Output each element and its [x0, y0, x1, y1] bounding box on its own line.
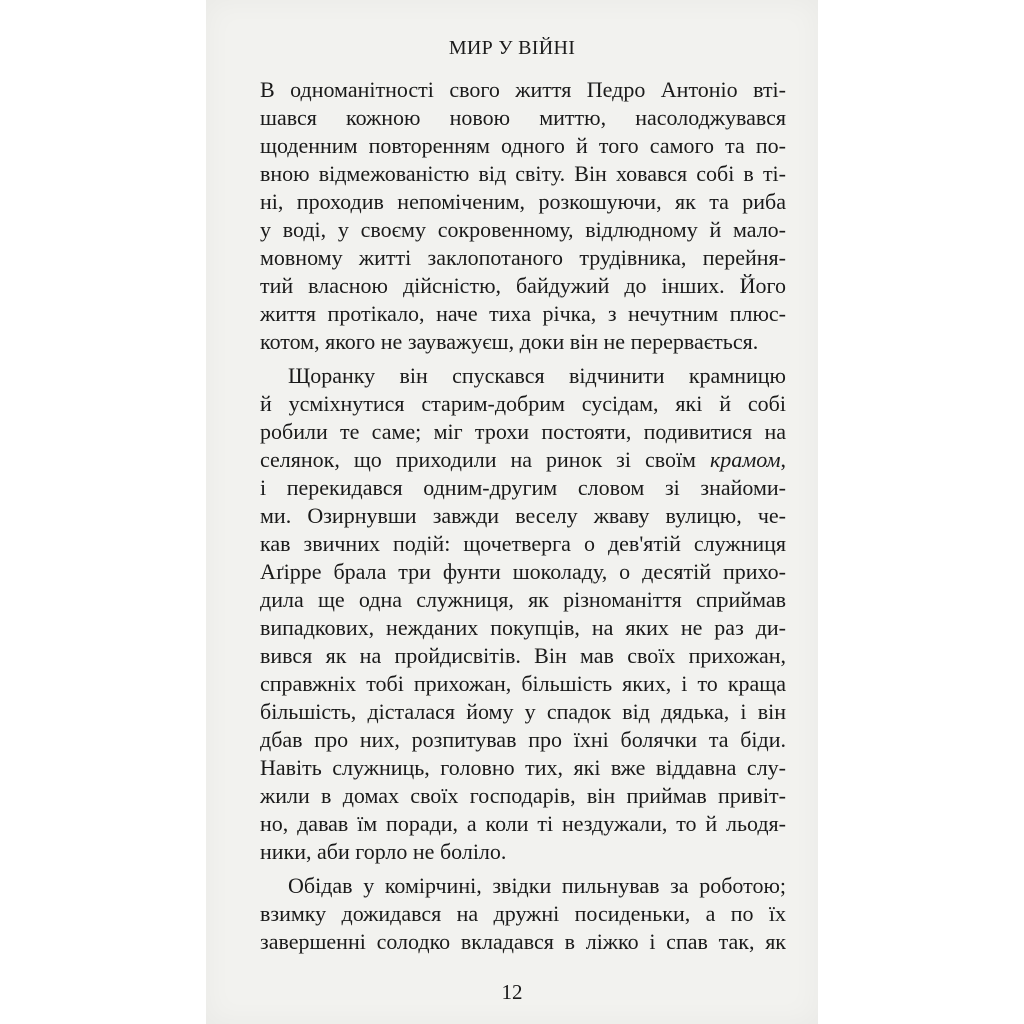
text-line: кав звичних подій: щочетверга о дев'ятій служниця	[260, 531, 786, 556]
text-line: й усміхнутися старим-добрим сусідам, які й собі	[260, 391, 786, 416]
text-line: В одноманітності свого життя Педро Антоніо вті-	[260, 77, 786, 102]
text-line: щоденним повторенням одного й того самого та по-	[260, 133, 786, 158]
text-line: і перекидався одним-другим словом зі знайоми-	[260, 475, 786, 500]
text-line: ми. Озирнувши завжди веселу жваву вулицю, че-	[260, 503, 786, 528]
running-header: МИР У ВІЙНІ	[448, 37, 576, 59]
paragraph-2	[260, 362, 786, 866]
text-line: тий власною дійсністю, байдужий до інших. Його	[260, 273, 786, 298]
text-line: вною відмежованістю від світу. Він ховався собі в ті-	[260, 161, 786, 186]
page-body	[260, 76, 786, 962]
text-line: котом, якого не зауважуєш, доки він не перервається.	[260, 329, 759, 354]
text-line: вився як на пройдисвітів. Він мав своїх прихожан,	[260, 643, 786, 668]
text-line: дбав про них, розпитував про їхні болячки та біди.	[260, 727, 786, 752]
text-line: ники, аби горло не боліло.	[260, 839, 507, 864]
text-line: селянок, що приходили на ринок зі своїм крамом,	[260, 447, 786, 472]
text-line: дила ще одна служниця, як різноманіття сприймав	[260, 587, 786, 612]
text-line: більшість, дісталася йому у спадок від дядька, і він	[260, 699, 786, 724]
italic-word: крамом	[709, 447, 781, 472]
text-line: но, давав їм поради, а коли ті нездужали, то й льодя-	[260, 811, 786, 836]
text-line: ні, проходив непоміченим, розкошуючи, як та риба	[260, 189, 786, 214]
text-line: Аґірре брала три фунти шоколаду, о десятій прихо-	[260, 559, 786, 584]
text-line: випадкових, нежданих покупців, на яких не раз ди-	[260, 615, 786, 640]
paragraph-3	[260, 872, 786, 956]
paragraph-1	[260, 76, 786, 356]
text-line: жили в домах своїх господарів, він приймав привіт-	[260, 783, 786, 808]
text-line: у воді, у своєму сокровенному, відлюдному й мало-	[260, 217, 786, 242]
text-line: шався кожною новою миттю, насолоджувався	[260, 105, 786, 130]
text-line: Щоранку він спускався відчинити крамницю	[288, 363, 786, 388]
text-line: Обідав у комірчині, звідки пильнував за роботою;	[288, 873, 786, 898]
book-page	[206, 0, 818, 1024]
text-line: робили те саме; міг трохи постояти, подивитися на	[260, 419, 786, 444]
text-line: завершенні солодко вкладався в ліжко і спав так, як	[260, 929, 786, 954]
text-line: взимку дожидався на дружні посиденьки, а по їх	[260, 901, 786, 926]
text-line: мовному житті заклопотаного трудівника, перейня-	[260, 245, 786, 270]
text-line: справжніх тобі прихожан, більшість яких, і то краща	[260, 671, 786, 696]
text-line: Навіть служниць, головно тих, які вже віддавна слу-	[260, 755, 786, 780]
page-number: 12	[501, 980, 523, 1004]
text-line: життя протікало, наче тиха річка, з нечутним плюс-	[260, 301, 786, 326]
